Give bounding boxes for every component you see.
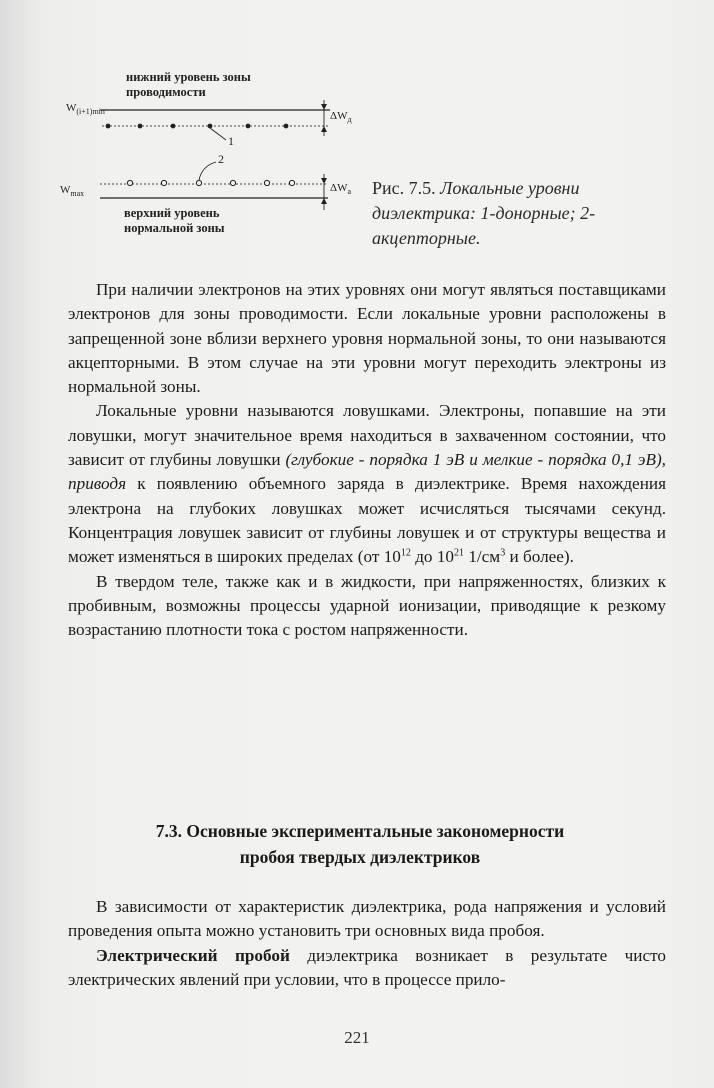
page-number: 221 xyxy=(344,1028,370,1047)
paragraph-3: В твердом теле, также как и в жидкости, при напряженностях, близких к пробивным, возможны процессы ударной ионизации, приводящие к резкому возрастанию плотности тока с ростом напряженности. xyxy=(68,571,666,640)
conduction-band-label: нижний уровень зоны проводимости xyxy=(126,70,251,99)
paragraph-2: Локальные уровни называются ловушками. Электроны, попавшие на эти ловушки, могут значительное время находиться в захваченном состоянии, что зависит от глубины ловушки (глубокие - порядка 1 эВ и мелкие - порядка 0,1 эВ), приводя к появлению объемного заряда в диэлектрике. Время нахождения электрона на глубоких ловушках может исчисляться тысячами секунд. Концентрация ловушек зависит от глубины ловушек и от структуры вещества и может изменяться в широких пределах (от $10^{12}$ до $10^{21}$ $1/см^3$ и более). xyxy=(68,401,666,567)
paragraph-4: В зависимости от характеристик диэлектрика, рода напряжения и условий проведения опыта можно установить три основных вида пробоя. xyxy=(68,897,666,941)
marker-2: 2 xyxy=(218,152,224,166)
body-text-bottom xyxy=(68,895,666,992)
section-heading: 7.3. Основные экспериментальные закономерности пробоя твердых диэлектриков xyxy=(155,821,565,867)
w-top-label: $W_{(i+1)min}$ xyxy=(66,102,105,117)
valence-band-label: верхний уровень нормальной зоны xyxy=(124,206,225,235)
donor-level-dots xyxy=(106,124,289,129)
caption-label: Рис. 7.5. xyxy=(372,178,436,198)
energy-levels-figure xyxy=(60,58,360,258)
leader-line-2 xyxy=(199,162,216,180)
paragraph-5: Электрический пробой диэлектрика возникает в результате чисто электрических явлений при условии, что в процессе прило- xyxy=(68,945,666,989)
delta-wd-label: $\Delta W_д$ xyxy=(330,110,352,125)
figure-caption xyxy=(372,176,672,251)
paragraph-1: При наличии электронов на этих уровнях они могут являться поставщиками электронов для зоны проводимости. Если локальные уровни расположены в запрещенной зоне вблизи верхнего уровня нормальной зоны, то они называются акцепторными. В этом случае на эти уровни могут переходить электроны из нормальной зоны. xyxy=(68,280,666,397)
w-bottom-label: $W_{max}$ xyxy=(60,184,85,199)
leader-line-1 xyxy=(210,128,226,140)
acceptor-level-circles xyxy=(127,180,294,185)
caption-text: Локальные уровни диэлектрика: 1-донорные; 2-акцепторные. xyxy=(372,178,596,248)
delta-wa-label: $\Delta W_а$ xyxy=(330,182,352,197)
marker-1: 1 xyxy=(228,134,234,148)
body-text-top xyxy=(68,278,666,642)
